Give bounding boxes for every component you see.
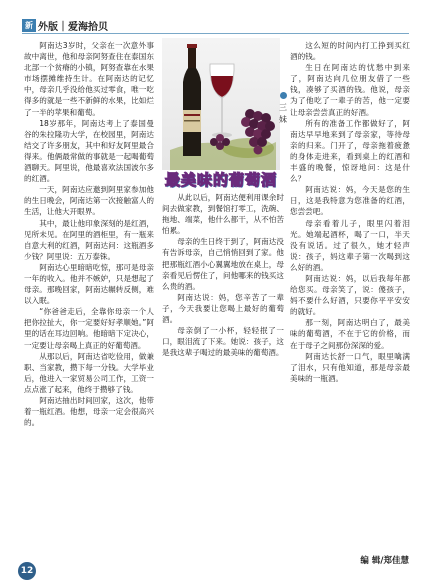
section-title: 外版｜爱海拾贝 (38, 21, 108, 33)
paragraph: 一天，阿南达应邀到阿里家参加他的生日晚会，阿南达第一次接触富人的生活，让他大开眼界。 (24, 185, 154, 217)
paragraph: 母亲倒了一小杯，轻轻抿了一口，眼泪流了下来。她说：孩子，这是我这辈子喝过的最美味的葡萄酒。 (162, 326, 284, 358)
bullet-icon (280, 92, 287, 99)
article-column-1 (24, 40, 154, 428)
paragraph: 生日在阿南达的忧愁中到来了，阿南达向几位朋友借了一些钱，凑够了买酒的钱。他说，母亲为了他吃了一辈子的苦，他一定要让母亲尝尝真正的好酒。 (290, 63, 410, 117)
paragraph: 阿南达心里暗暗吃惊，那可是母亲一年的收入。他并不嫉妒，只是想起了母亲。那晚回家，阿南达辗转反侧，难以入眠。 (24, 262, 154, 306)
paragraph: 母亲看着儿子，眼里闪着泪光。她端起酒杯，喝了一口，半天没有说话。过了很久，她才轻声说：孩子，妈这辈子第一次喝到这么好的酒。 (290, 218, 410, 272)
paragraph: 其中，最让他印象深刻的是红酒，见所未见。在阿里的酒柜里，有一瓶来自意大利的红酒，阿南达问：这瓶酒多少钱？阿里说：五万泰铢。 (24, 218, 154, 261)
article-column-2 (162, 192, 284, 358)
paragraph: 阿南达说：妈，您辛苦了一辈子，今天我要让您喝上最好的葡萄酒。 (162, 292, 284, 325)
paragraph: 阿南达长舒一口气，眼里噙满了泪水，只有他知道，那是母亲最美味的一瓶酒。 (290, 351, 410, 383)
article-title: 最美味的葡萄酒 (164, 170, 277, 189)
paragraph: 从那以后，阿南达省吃俭用，做兼职、当家教，攒下每一分钱。大学毕业后，他进入一家贸易公司工作，工资一点点涨了起来，他终于攒够了钱。 (24, 351, 154, 394)
paragraph: 母亲的生日终于到了，阿南达没有告诉母亲，自己悄悄回到了家。他把那瓶红酒小心翼翼地放在桌上，母亲看见后愣住了，问他哪来的钱买这么贵的酒。 (162, 237, 284, 291)
paragraph: 那一刻，阿南达明白了，最美味的葡萄酒，不在于它的价格，而在于母子之间那份深深的爱。 (290, 318, 410, 350)
paragraph: 从此以后，阿南达便利用课余时间去做家教，到餐馆打零工，洗碗、拖地、端菜，他什么都干，从不怕苦怕累。 (162, 193, 284, 236)
article-column-3 (290, 40, 410, 384)
editor-credit: 编 辑/郑佳慧 (360, 556, 409, 566)
paragraph: “你爸爸走后，全靠你母亲一个人把你拉扯大，你一定要好好孝顺她。”阿里的话在耳边回响。他暗暗下定决心，一定要让母亲喝上真正的好葡萄酒。 (24, 307, 154, 350)
author-byline: 三 妹 (277, 92, 289, 126)
paragraph: 这么短的时间内打工挣到买红酒的钱。 (290, 41, 410, 62)
wine-illustration (162, 38, 280, 170)
paragraph: 阿南达3岁时，父亲在一次意外事故中离世，他和母亲阿努查住在泰国东北部一个贫瘠的小镇，阿努查靠在水果市场摆摊维持生计。在阿南达的记忆中，母亲几乎没给他买过零食，唯一吃得多的就是一些不新鲜的水果，比如烂了一半的苹果和葡萄。 (24, 41, 154, 117)
paragraph: 所有的准备工作都做好了，阿南达早早地来到了母亲家，等待母亲的归来。门开了，母亲拖着疲惫的身体走进来，看到桌上的红酒和丰盛的晚餐，惊讶地问：这是什么？ (290, 118, 410, 184)
paragraph: 阿南达抽出时间回家，这次，他带着一瓶红酒。他想，母亲一定会很高兴的。 (24, 396, 154, 428)
paragraph: 阿南达说：妈，今天是您的生日，这是我特意为您准备的红酒，您尝尝吧。 (290, 185, 410, 217)
page-header (22, 17, 108, 33)
page-number: 12 (18, 562, 36, 580)
paragraph: 阿南达说：妈，以后我每年都给您买。母亲笑了，说：傻孩子，妈不要什么好酒，只要你平平安安的就好。 (290, 273, 410, 317)
paragraph: 18岁那年，阿南达考上了泰国曼谷的朱拉隆功大学，在校园里，阿南达结交了许多朋友，其中和好友阿里最合得来。他俩最常做的事就是一起喝葡萄酒聊天。阿里说，他最喜欢法国波尔多的红酒。 (24, 118, 154, 184)
header-divider (22, 33, 409, 34)
section-tag: 新 (22, 19, 36, 32)
